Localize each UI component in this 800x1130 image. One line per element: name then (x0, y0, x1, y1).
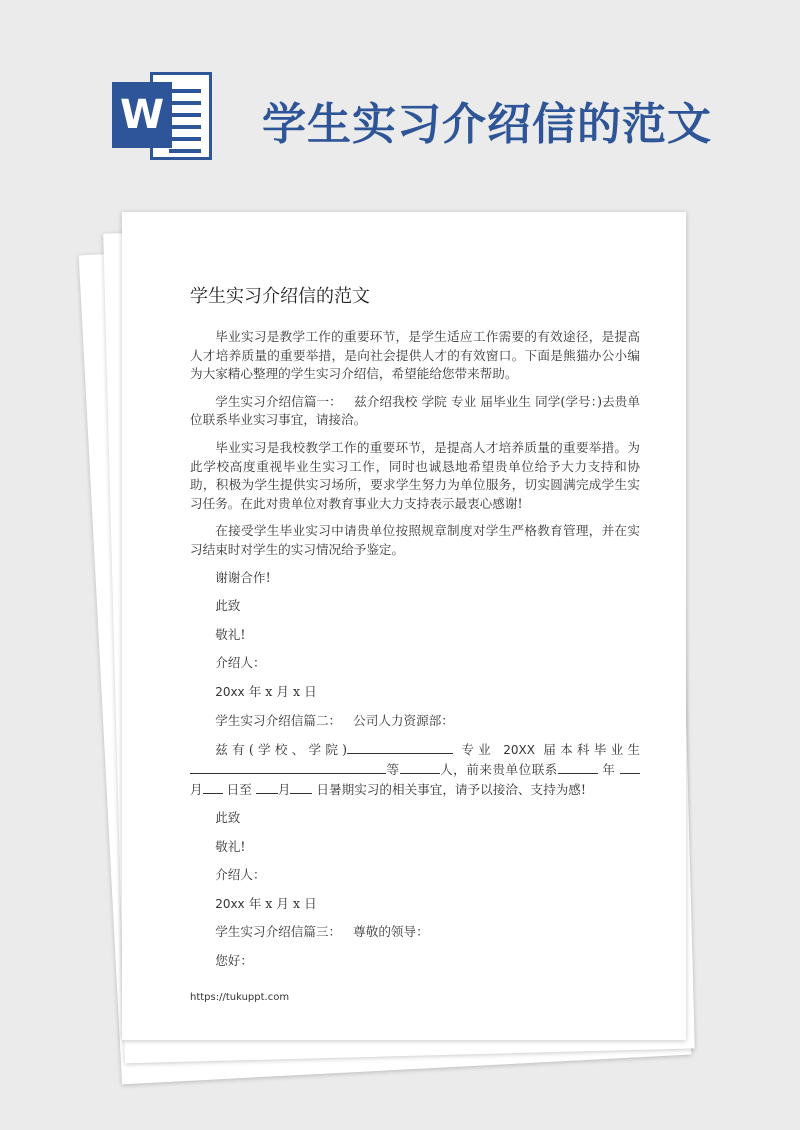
introducer-line: 介绍人： (215, 655, 266, 671)
blank-field (347, 741, 453, 754)
blank-field (256, 781, 278, 794)
letter2-text: 等 (386, 762, 400, 778)
letter3-heading: 学生实习介绍信篇三： (215, 924, 342, 940)
date-year: 20xx (215, 896, 245, 911)
word-document-icon (112, 72, 212, 160)
letter2-text: 兹有(学校、学院) (215, 742, 348, 758)
letter1-lead (190, 393, 640, 430)
closing-line: 此致 (215, 598, 241, 614)
letter2-text: 届本科毕业生 (543, 742, 640, 758)
footer-url: https://tukuppt.com (190, 992, 290, 1003)
date-rest: 年 x 月 x 日 (248, 683, 317, 699)
greeting-line: 您好： (215, 953, 253, 969)
introducer-line: 介绍人： (215, 867, 266, 883)
letter2-text: 月 (277, 782, 291, 798)
letter2-text: 月 (190, 782, 203, 798)
letter2-year: 20XX (503, 743, 535, 758)
closing-line: 敬礼! (215, 626, 246, 642)
letter1-paragraph: 毕业实习是我校教学工作的重要环节，是提高人才培养质量的重要举措。为此学校高度重视毕业生实习工作，同时也诚恳地希望贵单位给予大力支持和协助，积极为学生提供实习场所，要求学生努力为单位服务，切实圆满完成学生实习任务。在此对贵单位对教育事业大力支持表示最衷心感谢! (190, 439, 640, 511)
blank-field (620, 761, 640, 774)
date-line (190, 895, 640, 914)
intro-paragraph: 毕业实习是教学工作的重要环节，是学生适应工作需要的有效途径，是提高人才培养质量的重要举措，是向社会提供人才的有效窗口。下面是熊猫办公小编为大家精心整理的学生实习介绍信，希望能给您带来帮助。 (190, 329, 640, 382)
closing-line: 此致 (215, 810, 241, 826)
letter2-body (190, 740, 640, 800)
blank-field (290, 781, 312, 794)
letter2-text: 人，前来贵单位联系 (439, 762, 558, 778)
letter2-text: 专业 (461, 742, 496, 758)
document-title: 学生实习介绍信的范文 (190, 286, 370, 307)
closing-line: 敬礼! (215, 838, 246, 854)
document-body (190, 328, 640, 981)
letter1-lead-text: 兹介绍我校 学院 专业 届毕业生 同学(学号：)去贵单位联系毕业实习事宜，请接洽。 (190, 393, 640, 428)
blank-field (190, 761, 386, 774)
thanks-line: 谢谢合作! (215, 569, 271, 585)
letter3-heading-line (190, 923, 640, 942)
letter3-recipient: 尊敬的领导： (353, 924, 429, 940)
letter2-recipient: 公司人力资源部： (353, 712, 454, 728)
letter1-heading: 学生实习介绍信篇一： (215, 393, 342, 409)
letter2-heading: 学生实习介绍信篇二： (215, 712, 342, 728)
date-line (190, 683, 640, 702)
letter2-text: 年 (602, 762, 616, 778)
blank-field (203, 781, 223, 794)
letter1-paragraph: 在接受学生毕业实习中请贵单位按照规章制度对学生严格教育管理，并在实习结束时对学生的实习情况给予鉴定。 (190, 523, 640, 557)
blank-field (558, 761, 598, 774)
blank-field (400, 761, 440, 774)
date-year: 20xx (215, 684, 245, 699)
date-rest: 年 x 月 x 日 (248, 895, 317, 911)
page-title: 学生实习介绍信的范文 (262, 99, 712, 150)
letter2-heading-line (190, 712, 640, 731)
word-badge: W (112, 82, 172, 148)
page-header (0, 0, 800, 200)
letter2-text: 日至 (226, 782, 252, 798)
letter2-text: 日暑期实习的相关事宜，请予以接洽、支持为感! (316, 782, 586, 798)
